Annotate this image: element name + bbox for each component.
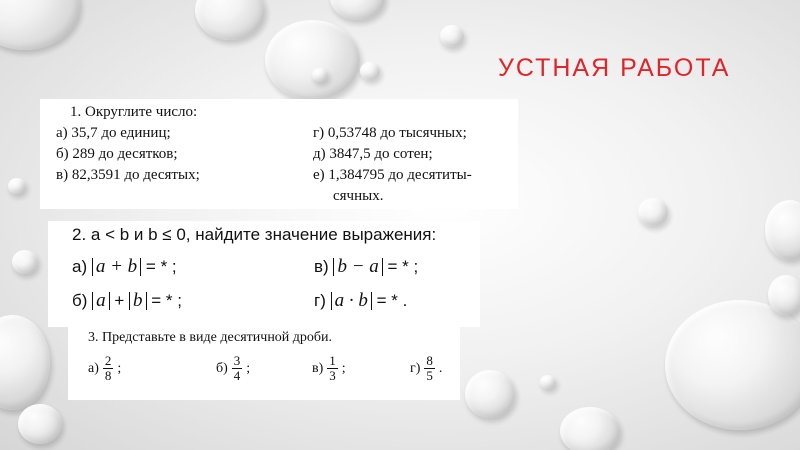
item-label: б) — [72, 291, 88, 310]
fraction-numerator: 3 — [233, 353, 241, 368]
item-tail: ; — [341, 360, 346, 376]
task-1-item: г) 0,53748 до тысячных; — [313, 125, 467, 141]
water-drop-decoration — [265, 20, 360, 100]
item-tail: = * ; — [151, 291, 182, 310]
task-2-card — [48, 221, 480, 327]
item-label: а) — [88, 360, 99, 376]
fraction-numerator: 8 — [426, 353, 433, 368]
absolute-value-expression: b — [129, 292, 147, 310]
item-label: б) — [216, 360, 228, 376]
task-1-item: а) 35,7 до единиц; — [56, 125, 171, 141]
water-drop-decoration — [768, 275, 800, 315]
fraction-denominator: 5 — [426, 368, 433, 383]
water-drop-decoration — [12, 250, 38, 274]
water-drop-decoration — [765, 200, 800, 260]
water-drop-decoration — [540, 375, 556, 389]
item-tail: . — [438, 360, 443, 376]
item-tail: = * . — [376, 291, 408, 310]
task-3-item-a — [88, 354, 121, 383]
water-drop-decoration — [312, 68, 328, 82]
task-2-heading: 2. a < b и b ≤ 0, найдите значение выражения: — [72, 225, 437, 244]
task-1-item: в) 82,3591 до десятых; — [56, 167, 200, 183]
absolute-value-expression: a — [92, 292, 110, 310]
task-3-item-b — [216, 354, 250, 383]
task-2-item-a — [72, 257, 177, 277]
task-1-card — [40, 99, 518, 209]
task-3-heading: 3. Представьте в виде десятичной дроби. — [88, 330, 333, 345]
item-tail: ; — [246, 360, 251, 376]
water-drop-decoration — [195, 0, 265, 40]
absolute-value-expression: b − a — [333, 258, 382, 276]
task-2-item-v — [314, 257, 418, 277]
fraction — [424, 354, 435, 383]
item-label: в) — [312, 360, 324, 376]
task-1-item: е) 1,384795 до десятиты- — [313, 167, 472, 183]
fraction — [103, 354, 114, 383]
water-drop-decoration — [665, 300, 800, 430]
fraction-numerator: 2 — [104, 353, 112, 368]
water-drop-decoration — [560, 407, 620, 450]
fraction — [327, 354, 338, 383]
task-3-card — [68, 326, 460, 400]
fraction-denominator: 4 — [233, 368, 241, 383]
item-tail: = * ; — [387, 257, 419, 276]
item-label: а) — [72, 257, 88, 276]
item-tail: = * ; — [145, 257, 177, 276]
water-drop-decoration — [465, 370, 515, 418]
item-label: в) — [314, 257, 329, 276]
task-3-item-v — [312, 354, 346, 383]
task-1-item: д) 3847,5 до сотен; — [313, 146, 433, 162]
task-2-item-g — [314, 291, 407, 311]
water-drop-decoration — [440, 25, 464, 47]
absolute-value-expression: a + b — [92, 258, 141, 276]
task-2-item-b — [72, 291, 182, 311]
task-3-item-g — [410, 354, 442, 383]
slide-title: УСТНАЯ РАБОТА — [498, 54, 731, 82]
task-1-heading: 1. Округлите число: — [70, 104, 198, 120]
task-1-right-column — [313, 123, 472, 207]
water-drop-decoration — [18, 404, 62, 444]
water-drop-decoration — [8, 178, 26, 194]
item-tail: ; — [117, 360, 122, 376]
item-label: г) — [314, 291, 326, 310]
fraction-denominator: 8 — [104, 368, 112, 383]
fraction-denominator: 3 — [329, 368, 336, 383]
plus-sign: + — [114, 291, 125, 310]
task-1-left-column — [56, 123, 200, 186]
water-drop-decoration — [330, 0, 385, 20]
absolute-value-expression: a · b — [331, 292, 372, 310]
water-drop-decoration — [0, 315, 50, 410]
water-drop-decoration — [638, 198, 668, 226]
water-drop-decoration — [360, 62, 380, 80]
item-label: г) — [410, 360, 421, 376]
task-1-item: б) 289 до десятков; — [56, 146, 178, 162]
fraction-numerator: 1 — [329, 353, 336, 368]
fraction — [232, 354, 243, 383]
task-1-item-continuation: сячных. — [333, 188, 384, 204]
water-drop-decoration — [0, 0, 80, 50]
